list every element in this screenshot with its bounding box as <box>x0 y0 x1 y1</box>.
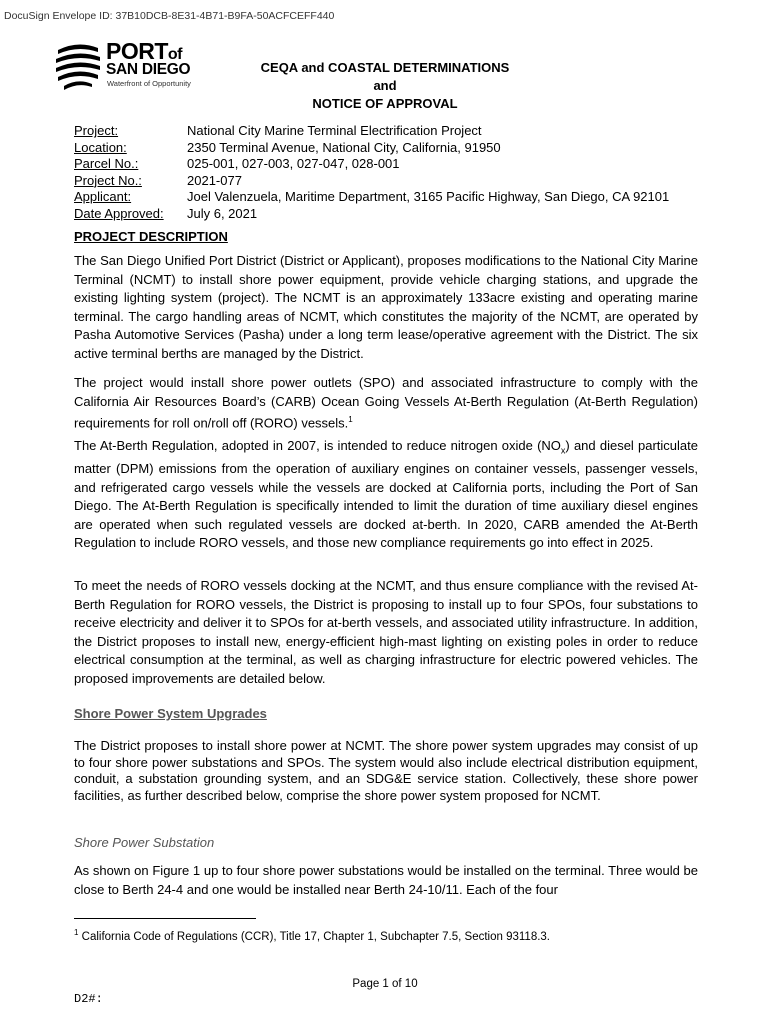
paragraph-6: As shown on Figure 1 up to four shore power substations would be installed on the terminal. Three would be close to Berth 24-4 and one would be installed near Berth 24-10/11. Each of the four <box>74 863 698 897</box>
meta-row-project-no: Project No.: 2021-077 <box>74 172 242 188</box>
logo-san-diego: SAN DIEGO <box>106 61 191 78</box>
wave-logo-icon <box>54 40 102 92</box>
envelope-id: DocuSign Envelope ID: 37B10DCB-8E31-4B71-B9FA-50ACFCEFF440 <box>4 10 335 22</box>
paragraph-1: The San Diego Unified Port District (District or Applicant), proposes modifications to the National City Marine Terminal (NCMT) to install shore power equipment, provide vehicle charging stations, and upgrade the existing lighting system (project). The NCMT is an approximately 133acre existing and operating marine terminal. The cargo handling areas of NCMT, which constitutes the majority of the NCMT, are operated by Pasha Automotive Services (Pasha) under a long term lease/operative agreement with the District. The six active terminal berths are managed by the District. <box>74 253 698 361</box>
logo-port: PORTof <box>106 38 182 64</box>
meta-row-location: Location: 2350 Terminal Avenue, National City, California, 91950 <box>74 139 501 155</box>
doc-code: D2#: <box>74 992 103 1006</box>
footnote-ref: 1 <box>348 415 353 424</box>
meta-row-date: Date Approved: July 6, 2021 <box>74 205 258 221</box>
project-meta <box>74 123 669 223</box>
paragraph-4: To meet the needs of RORO vessels docking at the NCMT, and thus ensure compliance with the revised At-Berth Regulation for RORO vessels, the District is proposing to install up to four SPOs, four substations to receive electricity and deliver it to SPOs for at-berth vessels, and associated utility infrastructure. In addition, the District proposes to install new, energy-efficient high-mast lighting on existing poles in order to reduce electrical consumption at the terminal, as well as charging infrastructure for electric powered vehicles. The proposed improvements are detailed below. <box>74 578 698 686</box>
meta-row-applicant: Applicant: Joel Valenzuela, Maritime Department, 3165 Pacific Highway, San Diego, CA 92101 <box>74 189 670 205</box>
subheading-shore-power-substation: Shore Power Substation <box>74 835 215 850</box>
section-heading: PROJECT DESCRIPTION <box>74 229 228 244</box>
footnote-divider <box>74 918 256 919</box>
page-number: Page 1 of 10 <box>352 978 418 990</box>
paragraph-3: The At-Berth Regulation, adopted in 2007, is intended to reduce nitrogen oxide $(NO_x)$ and diesel particulate matter (DPM) emissions from the operation of auxiliary engines on container vessels, passenger vessels, and refrigerated cargo vessels while the vessels are docked at California ports, including the Port of San Diego. The At-Berth Regulation is specifically intended to limit the duration of time auxiliary diesel engines are operated when such regulated vessels are docked at-berth. In 2020, CARB amended the At-Berth Regulation to include RORO vessels, and those new compliance requirements go into effect in 2025. <box>74 438 698 551</box>
footnote: $^1$ California Code of Regulations (CCR), Title 17, Chapter 1, Subchapter 7.5, Section 93118.3. <box>74 928 551 943</box>
meta-row-project: Project: National City Marine Terminal Electrification Project <box>74 123 482 138</box>
paragraph-5: The District proposes to install shore power at NCMT. The shore power system upgrades may consist of up to four shore power substations and SPOs. The system would also include electrical distribution equipment, conduit, a substation grounding system, and an SDG&E service station. Collectively, these shore power facilities, as further described below, comprise the shore power system proposed for NCMT. <box>74 738 698 803</box>
meta-row-parcel: Parcel No.: 025-001, 027-003, 027-047, 028-001 <box>74 156 400 172</box>
logo-tagline: Waterfront of Opportunity <box>107 79 191 88</box>
port-logo <box>54 40 204 92</box>
document-title: CEQA and COASTAL DETERMINATIONS and NOTICE OF APPROVAL <box>260 60 510 111</box>
paragraph-2: The project would install shore power outlets (SPO) and associated infrastructure to comply with the California Air Resources Board’s (CARB) Ocean Going Vessels At-Berth Regulation (At-Berth Regulation) requirements for roll on/roll off (RORO) vessels.$^1$ <box>74 375 698 431</box>
subheading-shore-power-upgrades: Shore Power System Upgrades <box>74 706 267 721</box>
